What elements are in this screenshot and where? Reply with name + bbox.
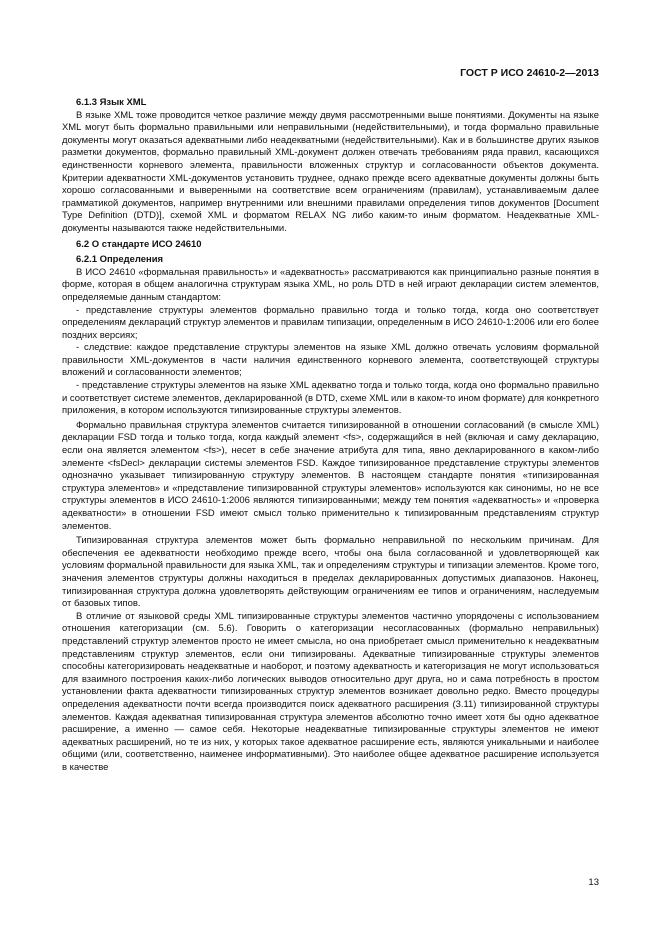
paragraph: Формально правильная структура элементов считается типизированной в отношении согласований (в смысле XML) декларации FSD тогда и только тогда, когда каждый элемент <fs>, содержащийся в ней (включая и саму декларацию, если она является элементом <fs>), несет в себе значение атрибута для типа, явно декларированного в каком-либо элементе <fsDecl> декларации системы элементов FSD. Каждое типизированное представление структуры элементов однозначно указывает типизированную структуру элементов. В настоящем стандарте понятия «типизированная структура элементов» и «представление типизированной структуры элементов» используются как синонимы, но не все структуры элементов в ИСО 24610-1:2006 являются типизированными; между тем понятия «адекватность» и «проверка адекватности» в отношении FSD имеют смысл только применительно к типизированным представлениям структур элементов. <box>62 419 599 532</box>
document-header: ГОСТ Р ИСО 24610-2—2013 <box>460 67 599 79</box>
section-heading-6-1-3: 6.1.3 Язык XML <box>76 97 147 108</box>
paragraph: В отличие от языковой среды XML типизированные структуры элементов частично упорядочены с использованием отношения категоризации (см. 5.6). Говорить о категоризации несогласованных (формально неправильных) представлений структур элементов просто не имеет смысла, но она приобретает смысл применительно к неадекватным представлениям структур элементов, если они типизированы. Адекватные типизированные структуры элементов способны категоризировать неадекватные и наоборот, и поэтому адекватность и категоризация не могут использоваться для взаимного построения каких-либо логических выводов относительно друг друга, но и сама потребность в простом установлении факта адекватности типизированных структур элементов возникает довольно редко. Вместо процедуры определения адекватности почти всегда производится поиск адекватного расширения (3.11) типизированной структуры элементов. Каждая адекватная типизированная структура элементов абсолютно точно имеет хотя бы одно адекватное расширение, а именно — самое себя. Некоторые неадекватные типизированные структуры элементов не имеют адекватных расширений, но те из них, у которых такое адекватное расширение есть, являются уникальными и наиболее общими (или, соответственно, наименее информативными). Это наиболее общее адекватное расширение используется в качестве <box>62 610 599 773</box>
section-heading-6-2: 6.2 О стандарте ИСО 24610 <box>76 238 202 250</box>
main-content <box>62 97 599 774</box>
paragraph: В ИСО 24610 «формальная правильность» и «адекватность» рассматриваются как принципиально разные понятия в форме, которая в общем аналогична структурам языка XML, но роль DTD в ней играют декларации систем элементов, определяемые данным стандартом: <box>62 266 599 303</box>
section-heading-6-2-1: 6.2.1 Определения <box>76 254 164 266</box>
page-number: 13 <box>588 877 599 888</box>
list-item: - представление структуры элементов на языке XML адекватно тогда и только тогда, когда оно формально правильно и соответствует системе элементов, декларированной (в DTD, схеме XML или в каком-то ином формате) для конкретного приложения, в котором используются типизированные структуры элементов. <box>62 380 599 417</box>
paragraph: В языке XML тоже проводится четкое различие между двумя рассмотренными выше понятиями. Документы на языке XML могут быть формально правильными или неправильными (недействительными), и тогда формально правильные документы могут оказаться адекватными либо неадекватными (недействительными). Как и в большинстве других языков разметки документов, формально правильный XML-документ должен отвечать требованиям ряда правил, касающихся единственности корневого элемента, правильности вложенных структур и согласованности объектов документа. Критерии адекватности XML-документов установить труднее, однако прежде всего адекватные документы должны быть хорошо согласованными и выверенными на соответствие всем ограничениям (правилам), устанавливаемым далее грамматикой документов, например внутренними или внешними правилами определения типов документов [Document Type Definition (DTD)], схемой XML и форматом RELAX NG либо каким-то иным форматом. Неадекватные XML-документы называются также недействительными. <box>62 109 599 234</box>
list-item: - представление структуры элементов формально правильно тогда и только тогда, когда оно соответствует определениям деклараций структур элементов и правилам типизации, определенным в ИСО 24610-1:2006 или его более поздних версиях; <box>62 304 599 341</box>
paragraph: Типизированная структура элементов может быть формально неправильной по нескольким причинам. Для обеспечения ее адекватности необходимо прежде всего, чтобы она была согласованной и удовлетворяющей как условиям формальной правильности для языка XML, так и определениям структуры и типизации элементов. Кроме того, значения элементов структуры должны находиться в пределах декларированных допустимых диапазонов. Наконец, типизированная структура должна удовлетворять действующим ограничениям ее типов и ограничениям, наследуемым от базовых типов. <box>62 535 599 610</box>
list-item: - следствие: каждое представление структуры элементов на языке XML должно отвечать условиям формальной правильности XML-документов в части наличия единственного корневого элемента, соответствующей структуры вложений и согласованности элементов; <box>62 342 599 379</box>
